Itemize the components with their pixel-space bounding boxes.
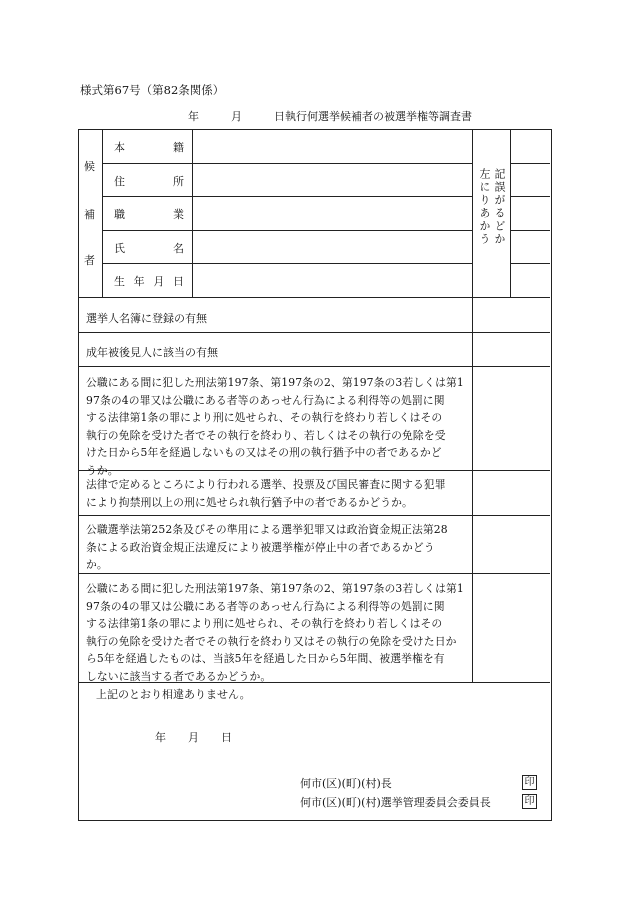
answer-cell-bribery-sentence[interactable] — [474, 368, 548, 469]
date-year: 年 — [155, 731, 166, 744]
check-header-left: 左にりあかう — [478, 168, 491, 246]
check-cell-shokugyo[interactable] — [511, 197, 549, 229]
answer-cell-public-offices-act[interactable] — [474, 517, 548, 572]
check-column-divider — [472, 129, 473, 682]
title-text: 日執行何選挙候補者の被選挙権等調査書 — [274, 110, 472, 123]
question-election-crime-suspended: 法律で定めるところにより行われる選挙、投票及び国民審査に関する犯罪 により拘禁刑以上の刑に処せられ執行猶予中の者であるかどうか。 — [86, 478, 446, 509]
field-value-jusho[interactable] — [194, 165, 470, 195]
title-year: 年 — [188, 110, 199, 123]
certification-statement: 上記のとおり相違ありません。 — [96, 688, 251, 701]
field-label-shimei: 氏 名 — [114, 242, 184, 255]
seal-committee-chair-stamp: 印 — [522, 794, 537, 809]
answer-cell-adult-guardianship[interactable] — [474, 333, 548, 365]
seal-mayor-stamp: 印 — [522, 775, 537, 790]
form-number: 様式第67号（第82条関係） — [80, 83, 225, 97]
document-title — [188, 108, 472, 124]
title-month: 月 — [231, 110, 242, 123]
field-label-seinengappi: 生 年 月 日 — [114, 275, 184, 288]
field-value-seinengappi[interactable] — [194, 265, 470, 295]
signatory-mayor: 何市(区)(町)(村)長 — [300, 777, 392, 790]
check-cell-honseki[interactable] — [511, 130, 549, 162]
field-value-shimei[interactable] — [194, 232, 470, 262]
signatory-election-committee-chair: 何市(区)(町)(村)選挙管理委員会委員長 — [300, 796, 491, 809]
question-voter-registration: 選挙人名簿に登録の有無 — [86, 312, 207, 325]
check-cell-shimei[interactable] — [511, 231, 549, 262]
field-label-shokugyo: 職 業 — [114, 208, 184, 221]
answer-cell-voter-registration[interactable] — [474, 299, 548, 331]
date-month: 月 — [188, 731, 199, 744]
question-public-offices-act: 公職選挙法第252条及びその準用による選挙犯罪又は政治資金規正法第28 条による政治資金規正法違反により被選挙権が停止中の者であるかどう か。 — [86, 523, 448, 572]
question-adult-guardianship: 成年被後見人に該当の有無 — [86, 346, 218, 359]
label-divider — [192, 129, 193, 297]
check-header-right: 記誤がるどか — [493, 168, 506, 246]
question-bribery-five-years: 公職にある間に犯した刑法第197条、第197条の2、第197条の3若しくは第1 97条の4の罪又は公職にある者等のあっせん行為による利得等の処罰に関 する法律第1条の罪により刑に処せられ、その執行を終わり若しくはその 執行の免除を受けた者でその執行を終わり又はその執行の免除を受けた日か ら5年を経過したものは、当該5年を経過した日から5年間、被選挙権を有 しないに該当する者であるかどうか。 — [86, 582, 464, 683]
answer-cell-election-crime-suspended[interactable] — [474, 472, 548, 514]
check-cell-jusho[interactable] — [511, 164, 549, 195]
field-label-jusho: 住 所 — [114, 175, 184, 188]
field-label-honseki: 本 籍 — [114, 141, 184, 154]
candidate-group-divider — [102, 129, 103, 297]
certification-date — [155, 729, 232, 745]
answer-cell-bribery-five-years[interactable] — [474, 575, 548, 681]
date-day: 日 — [221, 731, 232, 744]
question-bribery-sentence: 公職にある間に犯した刑法第197条、第197条の2、第197条の3若しくは第1 97条の4の罪又は公職にある者等のあっせん行為による利得等の処罰に関 する法律第1条の罪により刑に処せられ、その執行を終わり若しくはその 執行の免除を受けた者でその執行を終わり、若しくはその執行の免除を受 けた日から5年を経過しないもの又はその刑の執行猶予中の者であるかど うか。 — [86, 376, 464, 477]
field-value-honseki[interactable] — [194, 131, 470, 161]
check-cell-seinengappi[interactable] — [511, 264, 549, 296]
field-value-shokugyo[interactable] — [194, 198, 470, 228]
candidate-group-label: 候 補 者 — [84, 160, 95, 267]
